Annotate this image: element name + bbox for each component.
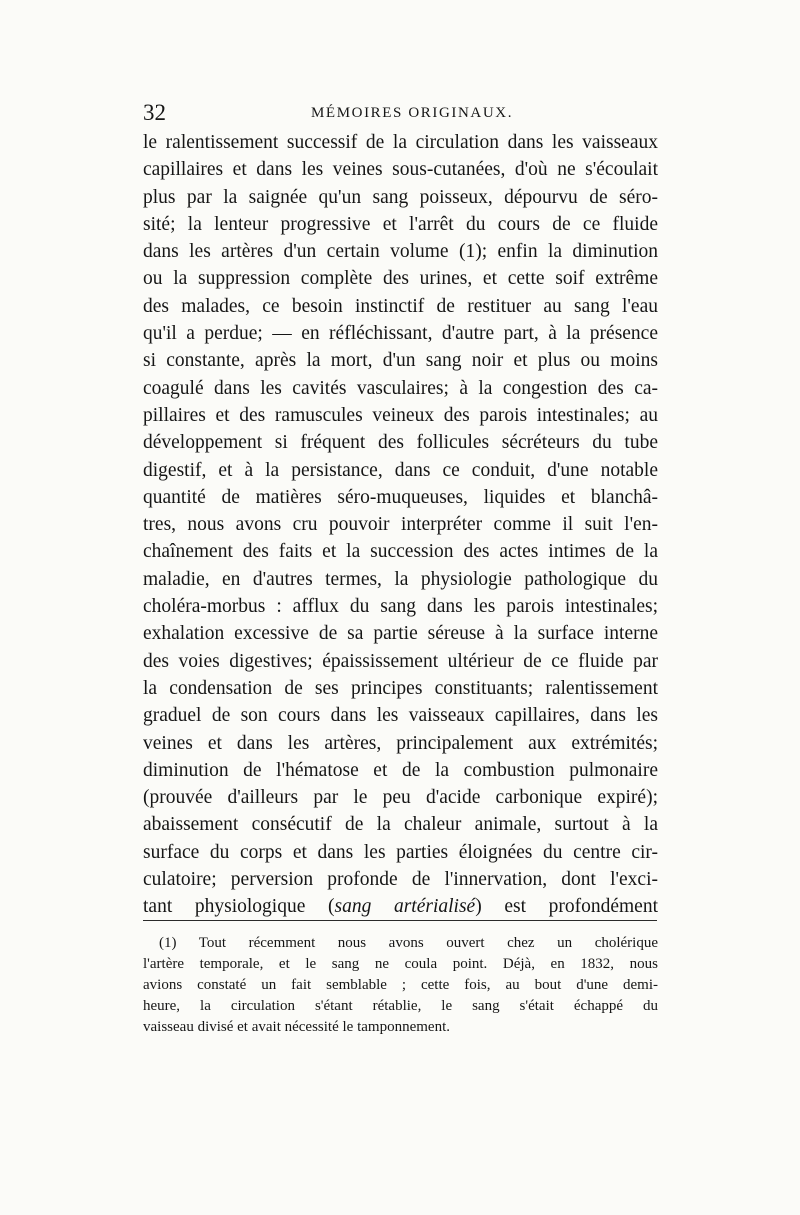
page-number: 32 [143, 100, 166, 125]
footnote-line: (1) Tout récemment nous avons ouvert chez un cholérique [159, 935, 658, 951]
running-head: MÉMOIRES ORIGINAUX. [311, 105, 514, 121]
last-line-after: ) est profondément [475, 896, 658, 918]
body-line: la condensation de ses principes constituants; ralentissement [143, 677, 658, 699]
footnote-line: avions constaté un fait semblable ; cette fois, au bout d'une demi- [143, 977, 658, 993]
italic-phrase: sang artérialisé [334, 896, 476, 918]
body-line: tres, nous avons cru pouvoir interpréter comme il suit l'en- [143, 514, 658, 536]
last-line-before: tant physiologique ( [143, 896, 335, 918]
body-line: exhalation excessive de sa partie séreuse à la surface interne [143, 623, 658, 645]
body-line: quantité de matières séro-muqueuses, liquides et blanchâ- [143, 486, 658, 508]
body-line: maladie, en d'autres termes, la physiologie pathologique du [143, 568, 658, 590]
footnote-rule [143, 920, 657, 921]
body-line: culatoire; perversion profonde de l'innervation, dont l'exci- [143, 869, 658, 891]
body-line: coagulé dans les cavités vasculaires; à la congestion des ca- [143, 377, 658, 399]
body-text [143, 129, 658, 921]
body-line: pillaires et des ramuscules veineux des parois intestinales; au [143, 404, 658, 426]
body-line: veines et dans les artères, principalement aux extrémités; [143, 732, 658, 754]
footnote-line: vaisseau divisé et avait nécessité le tamponnement. [143, 1019, 450, 1035]
page-header [143, 100, 658, 130]
body-line: le ralentissement successif de la circulation dans les vaisseaux [143, 132, 658, 153]
body-line: abaissement consécutif de la chaleur animale, surtout à la [143, 814, 658, 836]
footnote-line: l'artère temporale, et le sang ne coula point. Déjà, en 1832, nous [143, 956, 658, 972]
body-line: (prouvée d'ailleurs par le peu d'acide carbonique expiré); [143, 787, 658, 809]
body-line: qu'il a perdue; — en réfléchissant, d'autre part, à la présence [143, 323, 658, 345]
footnote [143, 933, 658, 1038]
body-line: plus par la saignée qu'un sang poisseux, dépourvu de séro- [143, 186, 658, 208]
body-line: capillaires et dans les veines sous-cutanées, d'où ne s'écoulait [143, 159, 658, 181]
body-line: graduel de son cours dans les vaisseaux capillaires, dans les [143, 705, 658, 727]
body-line: des malades, ce besoin instinctif de restituer au sang l'eau [143, 295, 658, 317]
body-line: sité; la lenteur progressive et l'arrêt du cours de ce fluide [143, 213, 658, 235]
body-line: choléra-morbus : afflux du sang dans les parois intestinales; [143, 596, 658, 618]
body-line-last [143, 893, 658, 920]
body-line: ou la suppression complète des urines, et cette soif extrême [143, 268, 658, 290]
body-line: dans les artères d'un certain volume (1); enfin la diminution [143, 241, 658, 263]
body-line: des voies digestives; épaississement ultérieur de ce fluide par [143, 650, 658, 672]
body-line: si constante, après la mort, d'un sang noir et plus ou moins [143, 350, 658, 372]
body-line: diminution de l'hématose et de la combustion pulmonaire [143, 759, 658, 781]
body-line: digestif, et à la persistance, dans ce conduit, d'une notable [143, 459, 658, 481]
body-line: surface du corps et dans les parties éloignées du centre cir- [143, 841, 658, 863]
body-line: développement si fréquent des follicules sécréteurs du tube [143, 432, 658, 454]
footnote-line: heure, la circulation s'étant rétablie, le sang s'était échappé du [143, 998, 658, 1014]
body-line: chaînement des faits et la succession des actes intimes de la [143, 541, 658, 563]
